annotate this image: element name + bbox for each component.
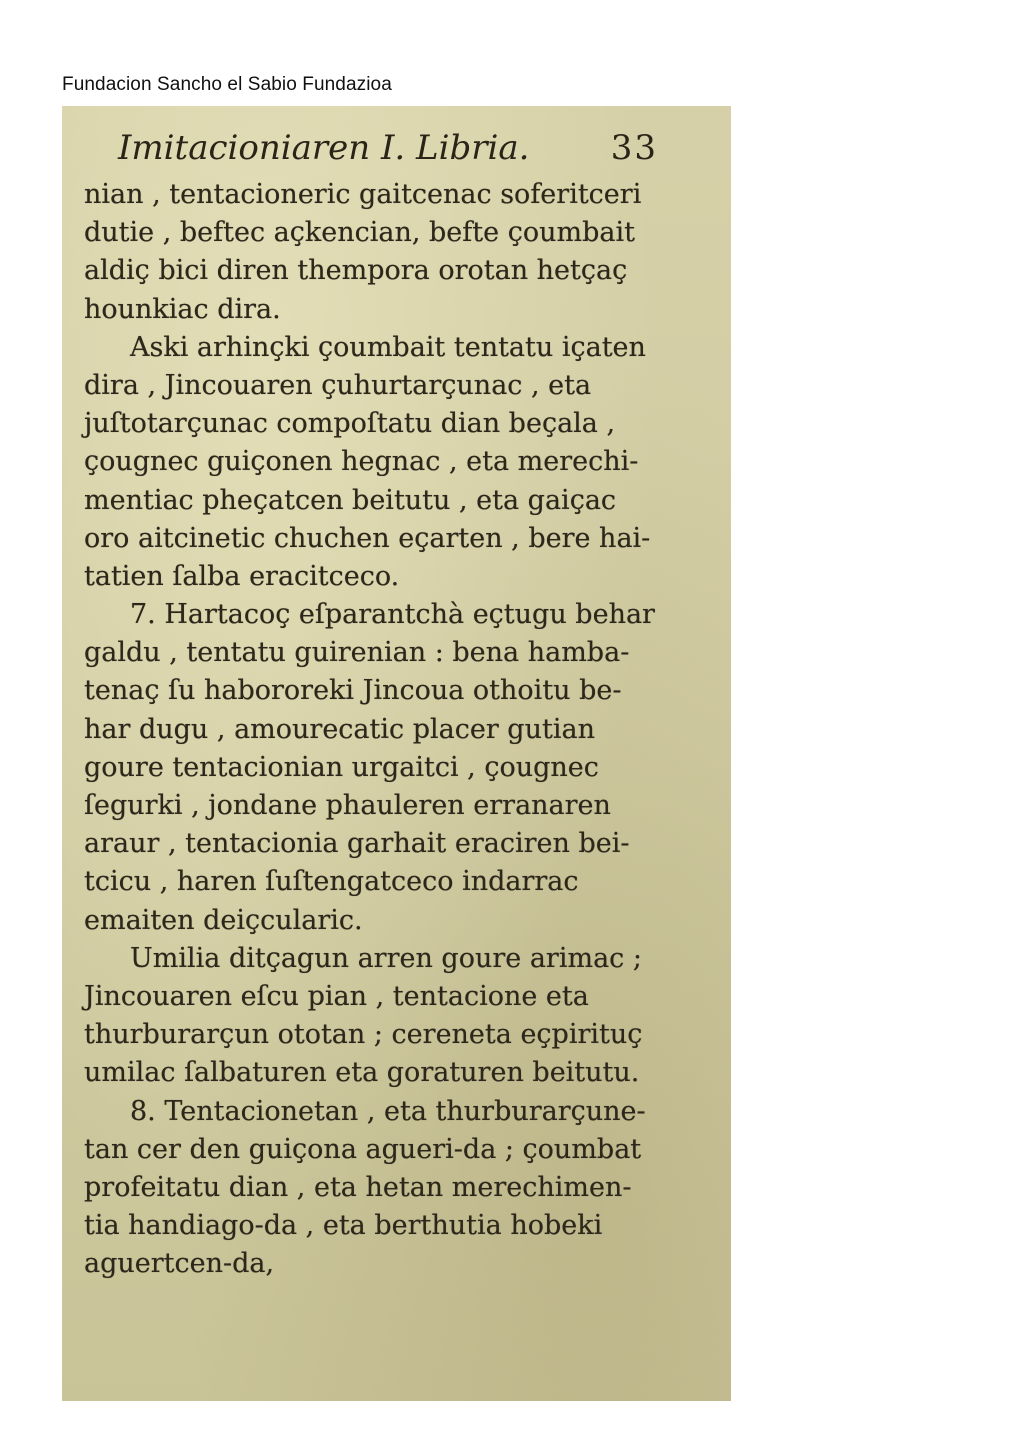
text-line: çougnec guiçonen hegnac , eta merechi- [84, 446, 639, 478]
text-line: aldiç bici diren thempora orotan hetçaç [84, 255, 628, 287]
text-line: juſtotarçunac compoſtatu dian beçala , [84, 408, 616, 440]
text-line: 8. Tentacionetan , eta thurburarçune- [130, 1095, 646, 1127]
text-line: thurburarçun ototan ; cereneta eçpirituç [84, 1019, 643, 1051]
running-title: Imitacioniaren I. Libria. [118, 128, 530, 168]
text-line: emaiten deiçcularic. [84, 904, 363, 936]
body-text [84, 176, 674, 1283]
text-line: profeitatu dian , eta hetan merechimen- [84, 1171, 632, 1203]
text-line: tatien ſalba eracitceco. [84, 560, 400, 592]
text-line: dutie , beftec açkencian, befte çoumbait [84, 217, 635, 249]
text-line: har dugu , amourecatic placer gutian [84, 713, 595, 745]
text-line: aguertcen-da, [84, 1248, 275, 1280]
text-line: tia handiago-da , eta berthutia hobeki [84, 1210, 603, 1242]
text-line: hounkiac dira. [84, 293, 281, 325]
text-line: tcicu , haren ſuſtengatceco indarrac [84, 866, 579, 898]
source-header: Fundacion Sancho el Sabio Fundazioa [62, 74, 392, 95]
text-line: ſegurki , jondane phauleren erranaren [84, 790, 611, 821]
text-line: Jincouaren eſcu pian , tentacione eta [84, 980, 589, 1012]
text-line: mentiac pheçatcen beitutu , eta gaiçac [84, 484, 617, 516]
text-line: tenaç ſu habororeki Jincoua othoitu be- [84, 675, 622, 707]
text-line: Aski arhinçki çoumbait tentatu içaten [130, 331, 646, 363]
text-line: dira , Jincouaren çuhurtarçunac , eta [84, 369, 592, 401]
text-line: goure tentacionian urgaitci , çougnec [84, 751, 599, 783]
text-line: araur , tentacionia garhait eraciren bei- [84, 828, 630, 860]
text-line: tan cer den guiçona agueri-da ; çoumbat [84, 1133, 642, 1165]
text-line: umilac ſalbaturen eta goraturen beitutu. [84, 1057, 640, 1089]
text-line: Umilia ditçagun arren goure arimac ; [130, 942, 642, 974]
text-line: oro aitcinetic chuchen eçarten , bere hai- [84, 522, 651, 554]
running-head [118, 128, 658, 168]
text-line: galdu , tentatu guirenian : bena hamba- [84, 637, 630, 669]
scanned-page [62, 106, 731, 1401]
text-line: 7. Hartacoç eſparantchà eçtugu behar [130, 599, 655, 631]
text-line: nian , tentacioneric gaitcenac soferitceri [84, 179, 642, 210]
page-number: 33 [610, 128, 658, 168]
